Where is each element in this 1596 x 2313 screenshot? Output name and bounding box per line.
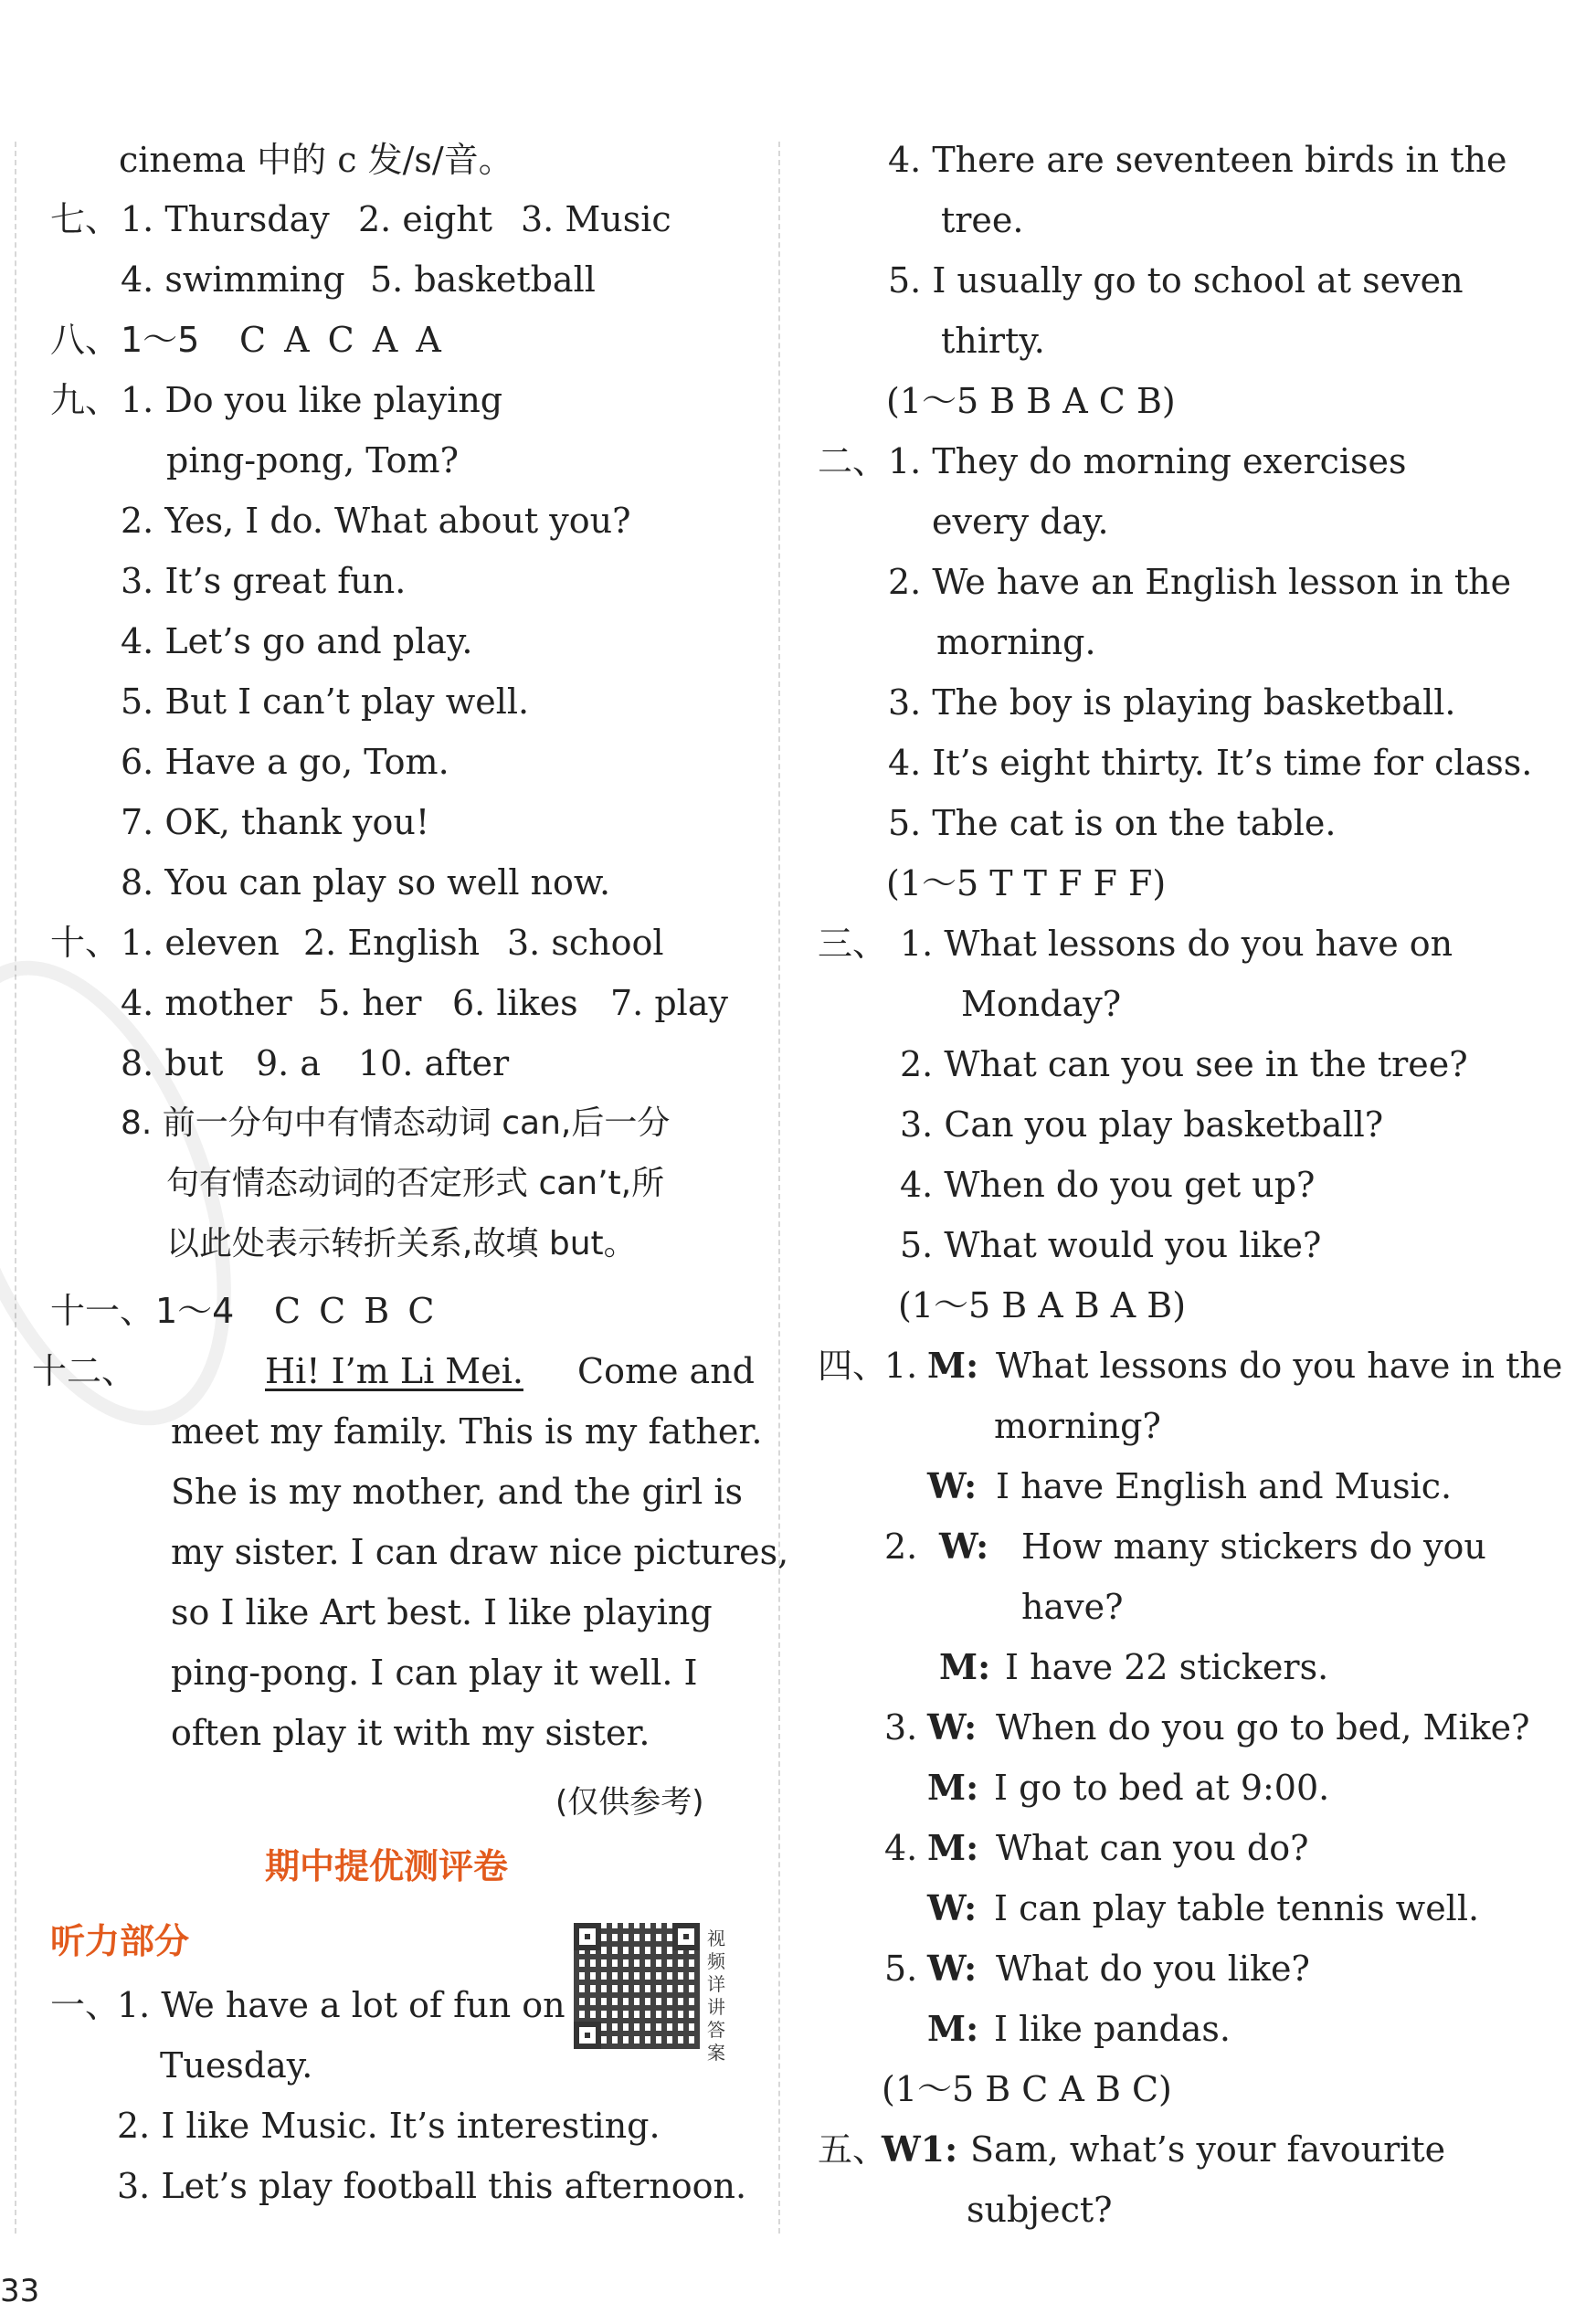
- q10-note-1: 8. 前一分句中有情态动词 can,后一分: [121, 1104, 671, 1142]
- r-line-2: tree.: [941, 200, 1024, 240]
- q7-item-2: 2. eight: [358, 199, 493, 239]
- q4-num-4: 4.: [884, 1828, 918, 1868]
- q12-line-3: She is my mother, and the girl is: [171, 1472, 744, 1512]
- q9-line-1: 1. Do you like playing: [121, 380, 503, 420]
- q3-answers: (1～5 B A B A B): [898, 1285, 1187, 1325]
- r-answers-1: (1～5 B B A C B): [886, 381, 1176, 421]
- q9-line-8: 7. OK, thank you!: [121, 802, 430, 842]
- q4-marker: 四、: [818, 1346, 888, 1386]
- q2-line-4: morning.: [936, 622, 1096, 662]
- q10-item-9: 9. a: [256, 1043, 321, 1083]
- q10-marker: 十、: [50, 923, 121, 963]
- q4-d5-text: What do you like?: [996, 1949, 1310, 1989]
- q12-marker: 十二、: [32, 1351, 137, 1391]
- q4-d3-reply-speaker: M:: [927, 1767, 979, 1808]
- qr-code-image[interactable]: [574, 1923, 700, 2049]
- q2-line-2: every day.: [932, 502, 1109, 542]
- q7-marker: 七、: [50, 199, 121, 239]
- q12-line-6: ping-pong. I can play it well. I: [171, 1653, 698, 1693]
- q4-num-2: 2.: [884, 1526, 918, 1567]
- q2-marker: 二、: [818, 441, 888, 481]
- qr-finder-bottom-left: [574, 2022, 601, 2049]
- q10-note-3: 以此处表示转折关系,故填 but。: [166, 1225, 637, 1262]
- listening-section-title: 听力部分: [50, 1921, 190, 1961]
- q10-item-1: 1. eleven: [121, 923, 280, 963]
- q8-answers: C A C A A: [239, 320, 445, 360]
- q5-cont: subject?: [967, 2190, 1113, 2230]
- q10-item-5: 5. her: [318, 983, 422, 1023]
- q4-d1-speaker: M:: [927, 1345, 979, 1386]
- q2-line-1: 1. They do morning exercises: [888, 441, 1407, 481]
- q3-marker: 三、: [818, 924, 888, 964]
- q4-d2-text: How many stickers do you: [1021, 1526, 1486, 1567]
- q4-d1-text: What lessons do you have in the: [996, 1346, 1563, 1386]
- q9-line-2: ping-pong, Tom?: [166, 440, 459, 481]
- q9-line-6: 5. But I can’t play well.: [121, 681, 530, 722]
- q3-line-5: 4. When do you get up?: [900, 1165, 1316, 1205]
- q12-line-4: my sister. I can draw nice pictures,: [171, 1532, 789, 1572]
- q2-line-7: 5. The cat is on the table.: [888, 803, 1337, 843]
- q12-line-5: so I like Art best. I like playing: [171, 1592, 713, 1632]
- q2-line-3: 2. We have an English lesson in the: [888, 562, 1512, 602]
- q10-item-2: 2. English: [303, 923, 481, 963]
- qr-finder-top-right: [672, 1923, 700, 1950]
- q1-line-4: 3. Let’s play football this afternoon.: [117, 2166, 747, 2206]
- q3-line-1: 1. What lessons do you have on: [900, 924, 1453, 964]
- q9-line-5: 4. Let’s go and play.: [121, 621, 473, 661]
- q2-line-6: 4. It’s eight thirty. It’s time for class.: [888, 743, 1533, 783]
- q3-line-6: 5. What would you like?: [900, 1225, 1322, 1265]
- q11-marker: 十一、: [50, 1291, 155, 1331]
- q12-line-7: often play it with my sister.: [171, 1713, 650, 1753]
- q8-marker: 八、: [50, 320, 121, 360]
- q4-d1-reply-speaker: W:: [927, 1465, 978, 1506]
- q4-d1-cont: morning?: [994, 1406, 1161, 1446]
- q4-d1-reply: I have English and Music.: [996, 1466, 1453, 1506]
- r-line-4: thirty.: [941, 321, 1045, 361]
- q10-item-7: 7. play: [610, 983, 728, 1023]
- q3-line-4: 3. Can you play basketball?: [900, 1104, 1384, 1145]
- q3-line-3: 2. What can you see in the tree?: [900, 1044, 1468, 1084]
- q7-item-5: 5. basketball: [370, 259, 596, 300]
- line-cinema-note: cinema 中的 c 发/s/音。: [119, 140, 513, 180]
- q2-line-5: 3. The boy is playing basketball.: [888, 682, 1456, 723]
- q3-line-2: Monday?: [961, 984, 1122, 1024]
- q2-answers: (1～5 T T F F F): [886, 863, 1167, 903]
- q11-answers: C C B C: [274, 1291, 439, 1331]
- q7-item-1: 1. Thursday: [121, 199, 330, 239]
- q7-item-3: 3. Music: [521, 199, 671, 239]
- r-line-3: 5. I usually go to school at seven: [888, 260, 1464, 301]
- q12-reference-note: (仅供参考): [555, 1784, 704, 1821]
- page-number: 33: [0, 2273, 40, 2309]
- q4-d2-reply-speaker: M:: [939, 1646, 991, 1687]
- q5-text: Sam, what’s your favourite: [970, 2129, 1446, 2170]
- q5-speaker: W1:: [882, 2128, 958, 2170]
- q4-d5-reply-speaker: M:: [927, 2008, 979, 2049]
- q1-line-2: Tuesday.: [160, 2045, 313, 2086]
- q4-d5-reply: I like pandas.: [994, 2009, 1231, 2049]
- q10-item-6: 6. likes: [452, 983, 578, 1023]
- q12-first-line-rest: Come and: [577, 1351, 756, 1391]
- q10-item-3: 3. school: [507, 923, 664, 963]
- q1-line-3: 2. I like Music. It’s interesting.: [117, 2106, 661, 2146]
- q4-d3-speaker: W:: [927, 1706, 978, 1748]
- q4-d2-reply: I have 22 stickers.: [1005, 1647, 1329, 1687]
- q9-line-7: 6. Have a go, Tom.: [121, 742, 449, 782]
- q11-range: 1～4: [155, 1291, 235, 1331]
- q1-line-1: 1. We have a lot of fun on: [117, 1985, 565, 2025]
- qr-finder-top-left: [574, 1923, 601, 1950]
- q7-item-4: 4. swimming: [121, 259, 345, 300]
- q10-item-10: 10. after: [358, 1043, 510, 1083]
- q10-note-2: 句有情态动词的否定形式 can’t,所: [166, 1165, 665, 1202]
- q4-d2-speaker: W:: [939, 1526, 989, 1567]
- q4-num-5: 5.: [884, 1949, 918, 1989]
- q4-num-3: 3.: [884, 1707, 918, 1748]
- q4-d3-text: When do you go to bed, Mike?: [996, 1707, 1530, 1748]
- midterm-exam-title: 期中提优测评卷: [265, 1846, 509, 1886]
- q4-d5-speaker: W:: [927, 1948, 978, 1989]
- q8-range: 1～5: [121, 320, 200, 360]
- q4-d4-reply: I can play table tennis well.: [994, 1888, 1480, 1928]
- q9-line-3: 2. Yes, I do. What about you?: [121, 501, 631, 541]
- q4-d4-speaker: M:: [927, 1827, 979, 1868]
- q4-d4-text: What can you do?: [996, 1828, 1309, 1868]
- q4-d3-reply: I go to bed at 9:00.: [994, 1768, 1330, 1808]
- q12-underlined-opening: Hi! I’m Li Mei.: [265, 1351, 523, 1391]
- q9-marker: 九、: [50, 380, 121, 420]
- q4-num-1: 1.: [884, 1346, 918, 1386]
- q9-line-9: 8. You can play so well now.: [121, 862, 611, 903]
- q4-d4-reply-speaker: W:: [927, 1887, 978, 1928]
- q4-answers: (1～5 B C A B C): [882, 2069, 1172, 2109]
- q4-d2-cont: have?: [1021, 1587, 1124, 1627]
- r-line-1: 4. There are seventeen birds in the: [888, 140, 1507, 180]
- q1-marker: 一、: [50, 1985, 121, 2025]
- qr-video-answer-label: 视频详讲答案: [707, 1928, 725, 2064]
- q9-line-4: 3. It’s great fun.: [121, 561, 407, 601]
- q5-marker: 五、: [818, 2129, 888, 2170]
- q10-item-4: 4. mother: [121, 983, 292, 1023]
- q10-item-8: 8. but: [121, 1043, 224, 1083]
- column-divider-dashed-line: [778, 142, 780, 2234]
- q12-line-2: meet my family. This is my father.: [171, 1411, 763, 1452]
